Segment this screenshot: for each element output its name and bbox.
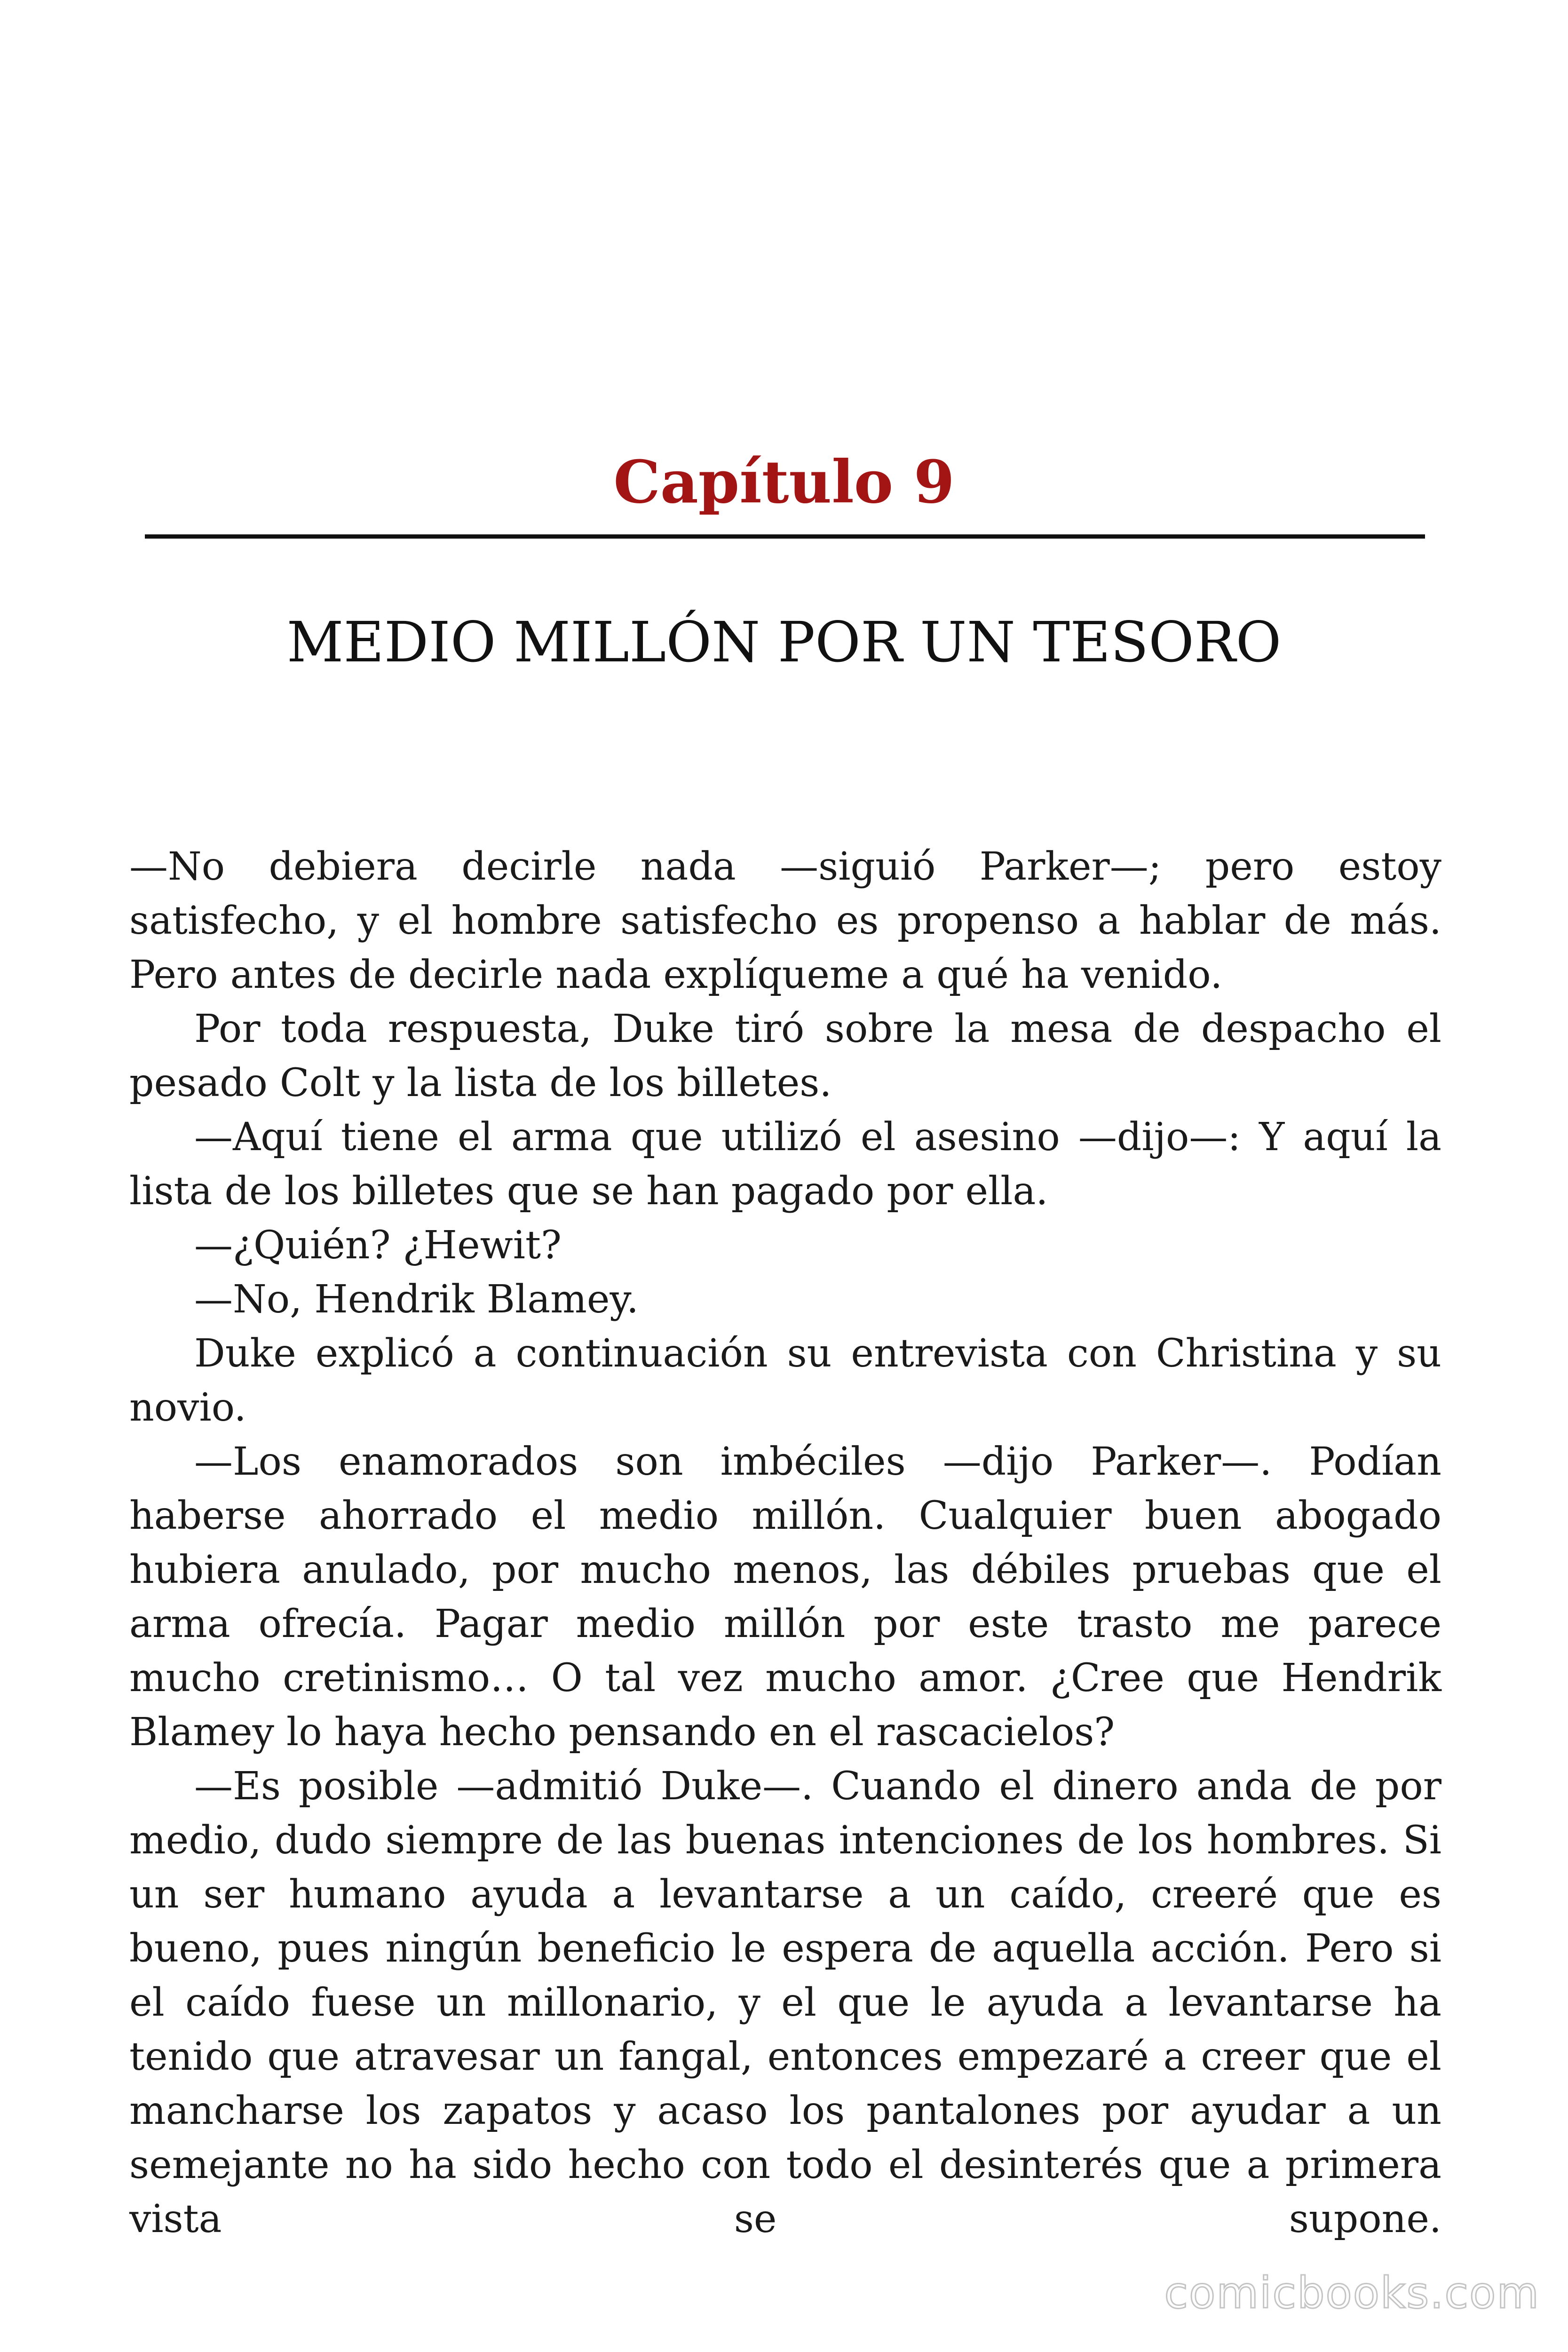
paragraph: —Es posible —admitió Duke—. Cuando el dinero anda de por medio, dudo siempre de las buenas intenciones de los hombres. Si un ser humano ayuda a levantarse a un caído, creeré que es bueno, pues ningún beneficio le espera de aquella acción. Pero si el caído fuese un millonario, y el que le ayuda a levantarse ha tenido que atravesar un fangal, entonces empezaré a creer que el mancharse los zapatos y acaso los pantalones por ayudar a un semejante no ha sido hecho con todo el desinterés que a primera vista se supone.	[129, 1764, 1441, 2241]
paragraph: Por toda respuesta, Duke tiró sobre la mesa de despacho el pesado Colt y la lista de los billetes.	[129, 1007, 1441, 1105]
chapter-body	[129, 840, 1441, 2246]
chapter-title: MEDIO MILLÓN POR UN TESORO	[286, 610, 1282, 675]
paragraph: —¿Quién? ¿Hewit?	[194, 1223, 562, 1268]
chapter-divider	[145, 534, 1425, 539]
paragraph: —No debiera decirle nada —siguió Parker—; pero estoy satisfecho, y el hombre satisfecho es propenso a hablar de más. Pero antes de decirle nada explíqueme a qué ha venido.	[129, 844, 1441, 997]
paragraph: —Aquí tiene el arma que utilizó el asesino —dijo—: Y aquí la lista de los billetes que se han pagado por ella.	[129, 1115, 1441, 1214]
chapter-number: Capítulo 9	[613, 448, 955, 516]
paragraph: —Los enamorados son imbéciles —dijo Parker—. Podían haberse ahorrado el medio millón. Cualquier buen abogado hubiera anulado, por mucho menos, las débiles pruebas que el arma ofrecía. Pagar medio millón por este trasto me parece mucho cretinismo… O tal vez mucho amor. ¿Cree que Hendrik Blamey lo haya hecho pensando en el rascacielos?	[129, 1439, 1441, 1755]
paragraph: Duke explicó a continuación su entrevista con Christina y su novio.	[129, 1331, 1441, 1430]
watermark: comicbooks.com	[1164, 2268, 1540, 2318]
paragraph: —No, Hendrik Blamey.	[194, 1277, 639, 1322]
